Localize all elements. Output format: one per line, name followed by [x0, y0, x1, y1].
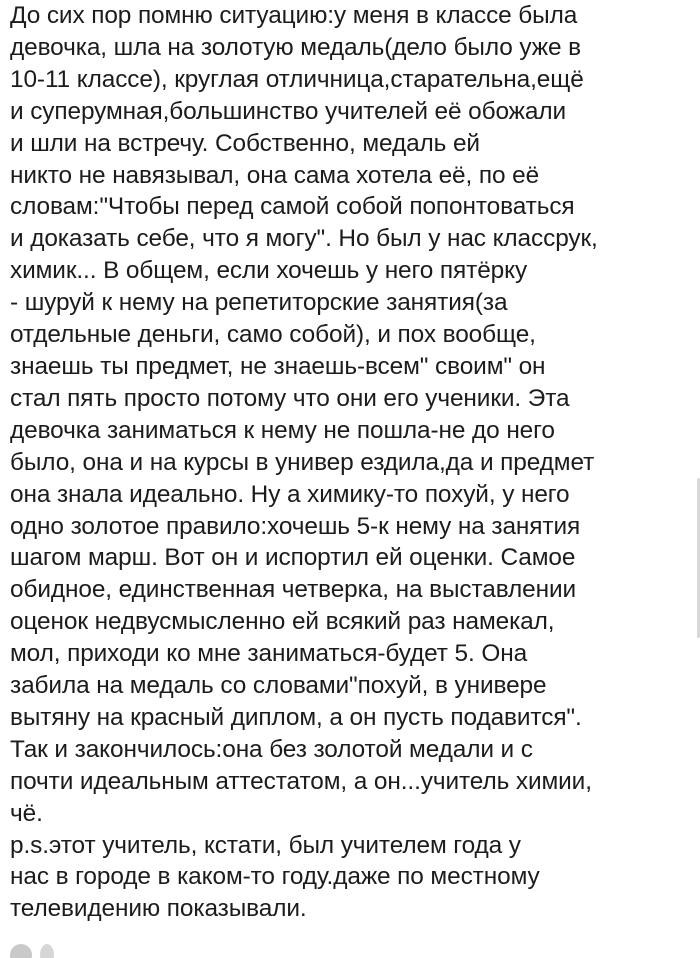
post-text-line: обидное, единственная четверка, на выставлении — [10, 576, 577, 604]
post-text-line: нас в городе в каком-то году.даже по местному — [10, 863, 540, 891]
post-text-line: p.s.этот учитель, кстати, был учителем года у — [10, 831, 521, 859]
post-text-line: она знала идеально. Ну а химику-то похуй, у него — [10, 480, 570, 508]
post-text-line: - шуруй к нему на репетиторские занятия(за — [10, 289, 508, 317]
post-text-line: химик... В общем, если хочешь у него пятёрку — [10, 257, 528, 285]
post-text-line: До сих пор помню ситуацию:у меня в классе была — [10, 2, 578, 29]
post-text-line: телевидению показывали. — [10, 895, 307, 923]
post-text-line: было, она и на курсы в универ ездила,да и предмет — [10, 448, 595, 476]
reaction-row — [10, 944, 54, 958]
post-text — [10, 0, 698, 925]
post-text-line: Так и закончилось:она без золотой медали и с — [10, 735, 533, 763]
post-text-line: вытяну на красный диплом, а он пусть подавится". — [10, 703, 582, 731]
post-body — [10, 0, 698, 925]
post-text-line: словам:"Чтобы перед самой собой попонтоваться — [10, 193, 575, 221]
reaction-icon[interactable] — [40, 944, 54, 958]
post-text-line: шагом марш. Вот он и испортил ей оценки. Самое — [10, 544, 576, 572]
post-text-line: оценок недвусмысленно ей всякий раз намекал, — [10, 608, 555, 636]
post-text-line: 10-11 классе), круглая отличница,старательна,ещё — [10, 65, 584, 93]
post-text-line: забила на медаль со словами"похуй, в универе — [10, 672, 547, 700]
post-text-line: знаешь ты предмет, не знаешь-всем" своим" он — [10, 352, 546, 380]
post-text-line: чё. — [10, 799, 43, 827]
reaction-icon[interactable] — [10, 944, 32, 958]
post-text-line: мол, приходи ко мне заниматься-будет 5. Она — [10, 640, 528, 668]
post-text-line: и шли на встречу. Собственно, медаль ей — [10, 129, 480, 157]
post-text-line: и суперумная,большинство учителей её обожали — [10, 97, 567, 125]
post-text-line: девочка, шла на золотую медаль(дело было уже в — [10, 33, 581, 61]
post-text-line: отдельные деньги, само собой), и пох вообще, — [10, 321, 536, 349]
post-text-line: стал пять просто потому что они его ученики. Эта — [10, 384, 570, 412]
post-text-line: и доказать себе, что я могу". Но был у нас классрук, — [10, 225, 598, 253]
post-text-line: одно золотое правило:хочешь 5-к нему на занятия — [10, 512, 581, 540]
post-text-line: никто не навязывал, она сама хотела её, по её — [10, 161, 540, 189]
post-text-line: почти идеальным аттестатом, а он...учитель химии, — [10, 767, 592, 795]
post-text-line: девочка заниматься к нему не пошла-не до него — [10, 416, 555, 444]
